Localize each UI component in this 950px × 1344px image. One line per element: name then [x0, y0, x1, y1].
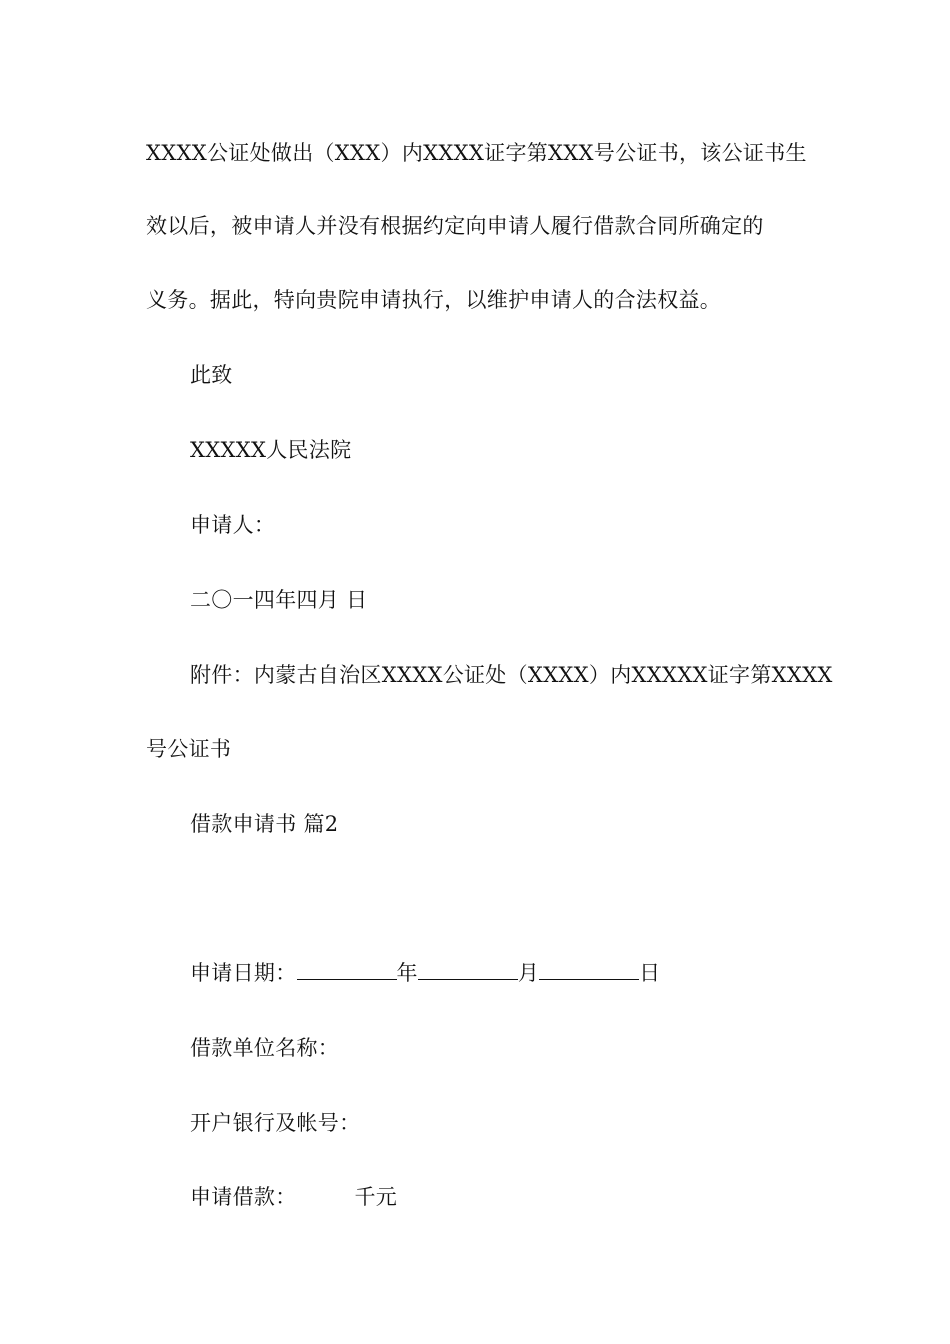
application-date-row: [190, 958, 860, 988]
attachment-line: 附件：内蒙古自治区XXXX公证处（XXXX）内XXXXX证字第XXXX: [190, 663, 833, 687]
loan-amount-row: [190, 1182, 860, 1212]
date-line: 二〇一四年四月 日: [190, 588, 368, 612]
recipient: XXXXX人民法院: [190, 438, 352, 462]
loan-amount-unit: 千元: [354, 1185, 398, 1209]
month-blank: [418, 961, 518, 980]
paragraph-line: 效以后，被申请人并没有根据约定向申请人履行借款合同所确定的: [146, 214, 764, 238]
year-label: 年: [396, 961, 418, 985]
loan-amount-label: 申请借款：: [190, 1185, 297, 1209]
attachment-line: 号公证书: [146, 737, 232, 761]
applicant-label: 申请人：: [190, 513, 276, 537]
paragraph-line: XXXX公证处做出（XXX）内XXXX证字第XXX号公证书，该公证书生: [146, 141, 807, 165]
application-date-label: 申请日期：: [190, 961, 297, 985]
day-label: 日: [639, 961, 661, 985]
unit-name-label: 借款单位名称：: [190, 1036, 340, 1060]
year-blank: [297, 961, 397, 980]
month-label: 月: [517, 961, 540, 985]
day-blank: [539, 961, 639, 980]
bank-account-label: 开户银行及帐号：: [190, 1111, 361, 1135]
salutation: 此致: [190, 363, 233, 387]
section-title: 借款申请书 篇2: [190, 812, 339, 836]
paragraph-line: 义务。据此，特向贵院申请执行，以维护申请人的合法权益。: [146, 288, 722, 312]
